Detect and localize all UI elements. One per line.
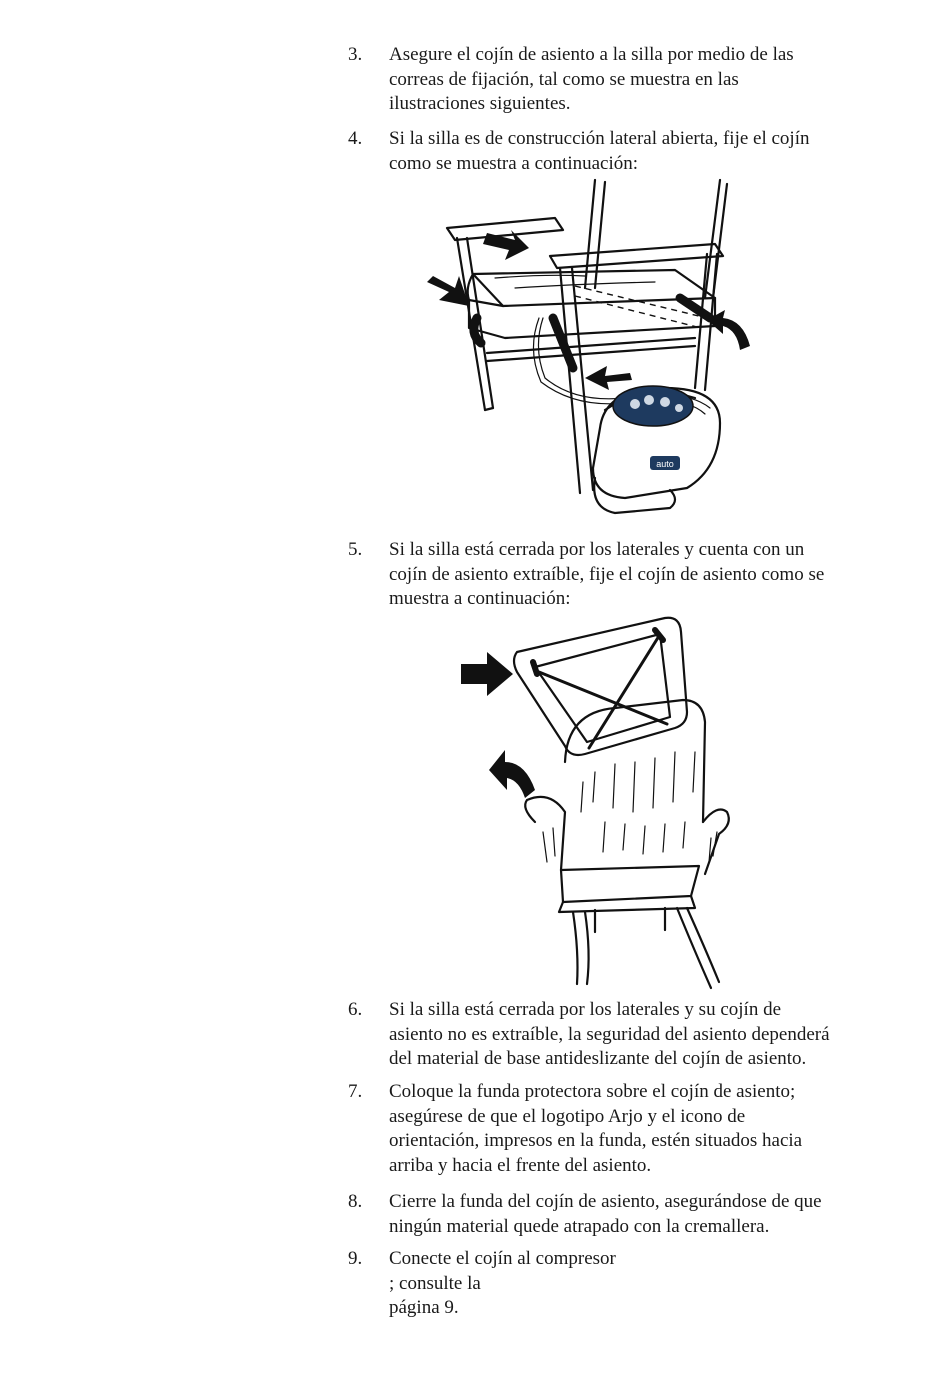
closed-chair-cushion-illustration	[455, 612, 735, 990]
step-text: Asegure el cojín de asiento a la silla por medio de las correas de fijación, tal como se muestra en las ilustraciones siguientes.	[389, 44, 794, 114]
step-number: 3.	[348, 44, 363, 65]
svg-text:auto: auto	[656, 459, 674, 469]
step-text: Si la silla está cerrada por los laterales y su cojín de asiento no es extraíble, la seguridad del asiento dependerá del material de base antideslizante del cojín de asiento.	[389, 999, 830, 1069]
step-text: Si la silla está cerrada por los laterales y cuenta con un cojín de asiento extraíble, fije el cojín de asiento como se muestra a continuación:	[389, 539, 825, 609]
step-number: 5.	[348, 539, 363, 560]
step-number: 4.	[348, 128, 363, 149]
open-chair-cushion-illustration	[425, 178, 765, 528]
step-number: 7.	[348, 1081, 363, 1102]
step-number: 9.	[348, 1248, 363, 1269]
step-text: Conecte el cojín al compresor ; consulte la página 9.	[389, 1248, 616, 1318]
step-number: 8.	[348, 1191, 363, 1212]
step-text: Cierre la funda del cojín de asiento, asegurándose de que ningún material quede atrapado con la cremallera.	[389, 1191, 822, 1237]
step-number: 6.	[348, 999, 363, 1020]
step-text: Si la silla es de construcción lateral abierta, fije el cojín como se muestra a continuación:	[389, 128, 810, 174]
step-text: Coloque la funda protectora sobre el cojín de asiento; asegúrese de que el logotipo Arjo y el icono de orientación, impresos en la funda, estén situados hacia arriba y hacia el frente del asiento.	[389, 1081, 803, 1176]
